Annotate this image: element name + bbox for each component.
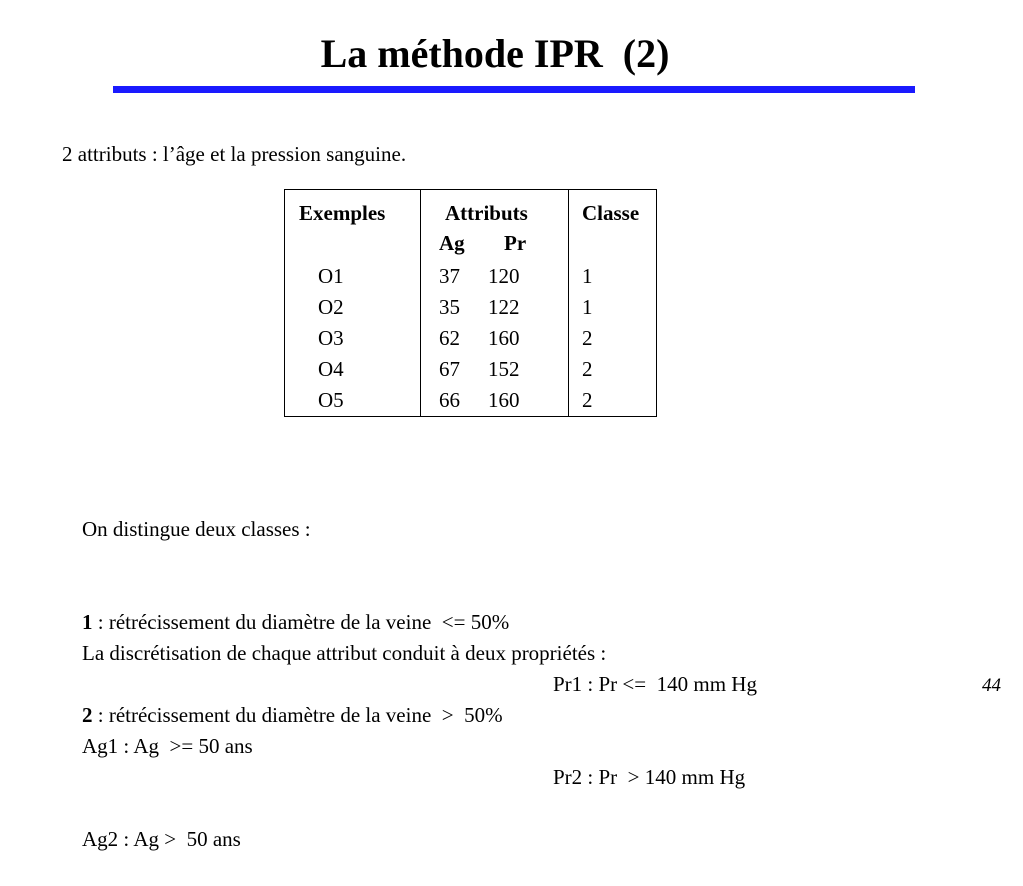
table-cell-id: O4: [318, 357, 344, 381]
discretisation-intro: La discrétisation de chaque attribut conduit à deux propriétés :: [82, 641, 607, 665]
table-cell-id: O5: [318, 388, 344, 412]
data-table: [284, 189, 657, 417]
header-attributes: Attributs: [445, 201, 528, 225]
table-cell-pr: 122: [488, 295, 520, 319]
table-cell-id: O3: [318, 326, 344, 350]
classes-intro: On distingue deux classes :: [82, 517, 311, 541]
header-pr: Pr: [504, 231, 527, 255]
table-cell-pr: 160: [488, 326, 520, 350]
table-cell-class: 2: [582, 388, 593, 412]
age-property: Ag1 : Ag >= 50 ans: [82, 734, 253, 758]
table-cell-class: 1: [582, 264, 593, 288]
table-cell-ag: 66: [439, 388, 460, 412]
pressure-property: Pr1 : Pr <= 140 mm Hg: [553, 672, 757, 696]
table-cell-pr: 120: [488, 264, 520, 288]
table-cell-pr: 152: [488, 357, 520, 381]
class-number: 2: [82, 703, 93, 727]
table-divider-2: [568, 190, 569, 416]
title-underline: [113, 86, 915, 93]
table-cell-ag: 37: [439, 264, 460, 288]
pressure-properties: [553, 607, 757, 824]
discretisation-section: [82, 576, 606, 886]
table-cell-class: 1: [582, 295, 593, 319]
header-examples: Exemples: [299, 201, 386, 225]
class-description: : rétrécissement du diamètre de la veine > 50%: [92, 703, 503, 727]
table-cell-id: O2: [318, 295, 344, 319]
intro-text: 2 attributs : l’âge et la pression sanguine.: [62, 142, 407, 166]
table-cell-id: O1: [318, 264, 344, 288]
table-cell-class: 2: [582, 357, 593, 381]
age-property: Ag2 : Ag > 50 ans: [82, 827, 241, 851]
table-cell-ag: 35: [439, 295, 460, 319]
table-cell-ag: 62: [439, 326, 460, 350]
class-number: 1: [82, 610, 93, 634]
table-divider-1: [420, 190, 421, 416]
header-ag: Ag: [439, 231, 465, 255]
table-cell-ag: 67: [439, 357, 460, 381]
table-cell-class: 2: [582, 326, 593, 350]
class-description: : rétrécissement du diamètre de la veine <= 50%: [92, 610, 510, 634]
table-cell-pr: 160: [488, 388, 520, 412]
slide-title: La méthode IPR (2): [320, 31, 670, 76]
pressure-property: Pr2 : Pr > 140 mm Hg: [553, 765, 746, 789]
header-class: Classe: [582, 201, 640, 225]
page-number: 44: [982, 675, 1001, 696]
